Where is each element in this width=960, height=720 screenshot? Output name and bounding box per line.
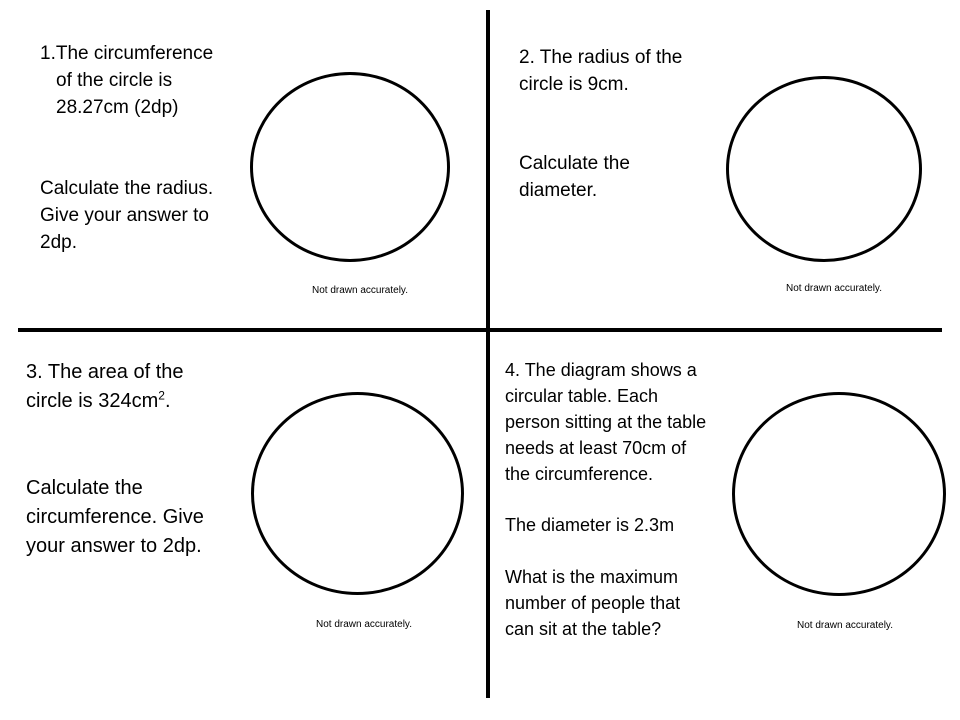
q4-line-1: 4. The diagram shows a	[505, 360, 697, 380]
q4-circle	[732, 392, 946, 596]
q2-statement	[519, 44, 682, 98]
q1-circle	[250, 72, 450, 262]
q3-task	[26, 474, 204, 561]
q3-statement	[26, 358, 184, 416]
q3-task-line-1: Calculate the	[26, 477, 143, 499]
q3-line-2	[26, 387, 184, 416]
q3-circle	[251, 392, 464, 595]
q4-line-5: the circumference.	[505, 464, 654, 484]
q2-task	[519, 150, 630, 204]
q4-question	[505, 564, 680, 642]
q2-task-line-2: diameter.	[519, 180, 598, 201]
q1-task-line-1: Calculate the radius.	[40, 178, 214, 199]
q3-task-line-2: circumference. Give	[26, 506, 204, 528]
q2-line-1: 2. The radius of the	[519, 47, 683, 68]
q3-line-2-end: .	[164, 390, 171, 412]
q1-line-3: 28.27cm (2dp)	[56, 97, 179, 118]
q2-task-line-1: Calculate the	[519, 153, 630, 174]
q4-question-line-2: number of people that	[505, 593, 681, 613]
q1-line-1: 1.The circumference	[40, 43, 214, 64]
q2-circle	[726, 76, 922, 262]
vertical-divider	[486, 10, 490, 698]
q4-line-2: circular table. Each	[505, 386, 659, 406]
q4-question-line-3: can sit at the table?	[505, 619, 662, 639]
q3-squared-superscript: 2	[158, 388, 165, 403]
q1-task-line-3: 2dp.	[40, 232, 77, 253]
q1-note: Not drawn accurately.	[312, 285, 408, 296]
q3-note: Not drawn accurately.	[316, 619, 412, 630]
q3-line-2-text: circle is 324cm	[26, 390, 159, 412]
q3-task-line-3: your answer to 2dp.	[26, 535, 202, 557]
q2-line-2: circle is 9cm.	[519, 74, 629, 95]
q3-line-1: 3. The area of the	[26, 361, 184, 383]
q4-diameter: The diameter is 2.3m	[505, 515, 675, 535]
q2-note: Not drawn accurately.	[786, 283, 882, 294]
q1-task-line-2: Give your answer to	[40, 205, 209, 226]
q4-line-3: person sitting at the table	[505, 412, 707, 432]
q1-statement	[40, 40, 213, 121]
q4-note: Not drawn accurately.	[797, 620, 893, 631]
q1-task	[40, 175, 213, 256]
horizontal-divider	[18, 328, 942, 332]
q1-line-2: of the circle is	[56, 70, 173, 91]
q4-line-4: needs at least 70cm of	[505, 438, 687, 458]
q4-statement	[505, 357, 706, 487]
q4-question-line-1: What is the maximum	[505, 567, 679, 587]
